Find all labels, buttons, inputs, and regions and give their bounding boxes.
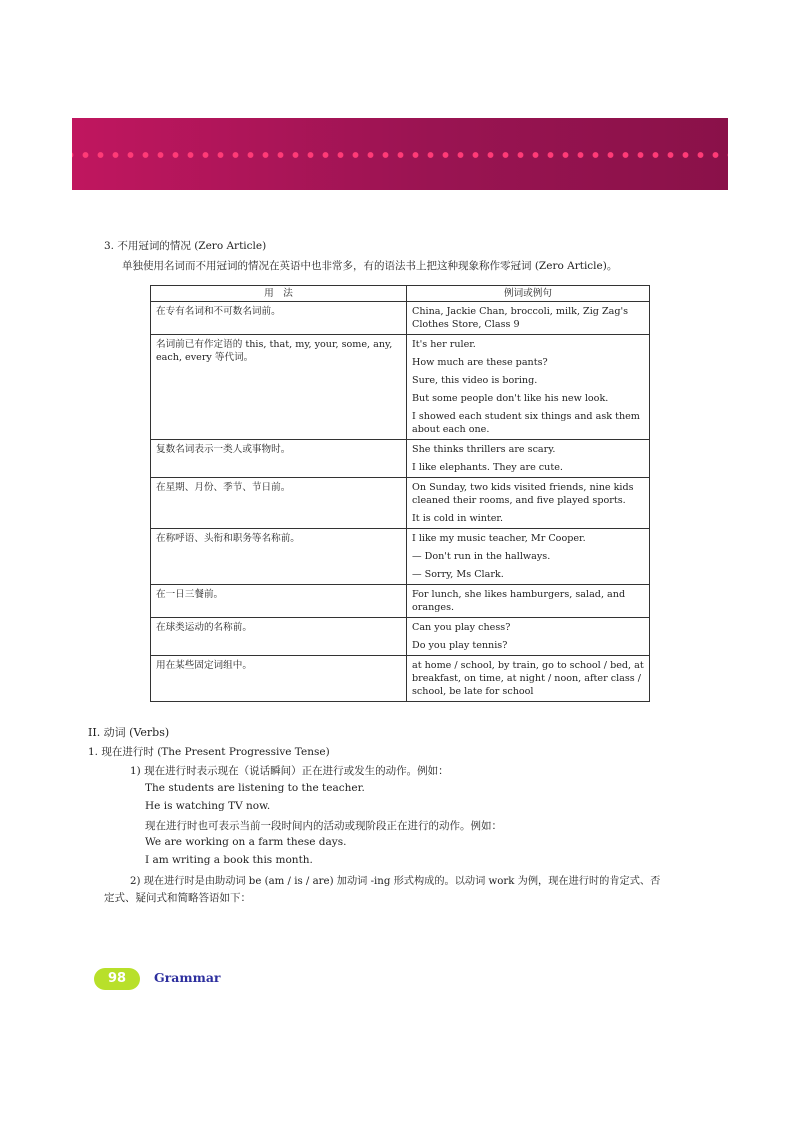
header-examples: 例词或例句	[407, 286, 650, 302]
examples-cell	[407, 302, 650, 335]
usage-cell: 复数名词表示一类人或事物时。	[151, 440, 407, 478]
example-sentence: at home / school, by train, go to school / bed, at breakfast, on time, at night / noon, after class / school, be late for school	[412, 660, 644, 697]
table-row	[151, 302, 650, 335]
verbs-line: 1) 现在进行时表示现在（说话瞬间）正在进行或发生的动作。例如：	[130, 765, 449, 777]
usage-cell: 在星期、月份、季节、节日前。	[151, 478, 407, 529]
table-row	[151, 440, 650, 478]
table-row	[151, 529, 650, 585]
table-row	[151, 656, 650, 702]
table-row	[151, 618, 650, 656]
header-banner	[72, 118, 728, 190]
table-header-row	[151, 286, 650, 302]
usage-cell: 在专有名词和不可数名词前。	[151, 302, 407, 335]
present-progressive-heading: 1. 现在进行时 (The Present Progressive Tense)	[88, 746, 330, 758]
verbs-example: I am writing a book this month.	[145, 854, 313, 866]
usage-cell: 在一日三餐前。	[151, 585, 407, 618]
verbs-heading: II. 动词 (Verbs)	[88, 726, 170, 739]
examples-cell	[407, 440, 650, 478]
examples-cell	[407, 335, 650, 440]
example-sentence: On Sunday, two kids visited friends, nine kids cleaned their rooms, and five played sports.	[412, 482, 634, 506]
examples-cell	[407, 585, 650, 618]
verbs-example: We are working on a farm these days.	[145, 836, 347, 848]
table-row	[151, 478, 650, 529]
example-sentence: It's her ruler.	[412, 339, 476, 350]
verbs-example: The students are listening to the teacher.	[145, 782, 365, 794]
footer-title: Grammar	[154, 970, 221, 985]
verbs-example: He is watching TV now.	[145, 800, 271, 812]
usage-cell: 在称呼语、头衔和职务等名称前。	[151, 529, 407, 585]
example-sentence: Sure, this video is boring.	[412, 375, 538, 386]
example-sentence: How much are these pants?	[412, 357, 548, 368]
usage-cell: 在球类运动的名称前。	[151, 618, 407, 656]
examples-cell	[407, 618, 650, 656]
example-sentence: I showed each student six things and ask them about each one.	[412, 411, 640, 435]
example-sentence: Do you play tennis?	[412, 640, 508, 651]
table-row	[151, 335, 650, 440]
header-usage: 用 法	[151, 286, 407, 302]
example-sentence: She thinks thrillers are scary.	[412, 444, 556, 455]
example-sentence: Can you play chess?	[412, 622, 511, 633]
examples-cell	[407, 656, 650, 702]
section-heading-zero-article: 3. 不用冠词的情况 (Zero Article)	[104, 240, 267, 252]
example-sentence: — Sorry, Ms Clark.	[412, 569, 504, 580]
example-sentence: I like my music teacher, Mr Cooper.	[412, 533, 586, 544]
examples-cell	[407, 529, 650, 585]
usage-cell: 名词前已有作定语的 this, that, my, your, some, any, each, every 等代词。	[151, 335, 407, 440]
example-sentence: China, Jackie Chan, broccoli, milk, Zig Zag's Clothes Store, Class 9	[412, 306, 629, 330]
example-sentence: I like elephants. They are cute.	[412, 462, 563, 473]
usage-cell: 用在某些固定词组中。	[151, 656, 407, 702]
banner-dot-pattern	[72, 151, 728, 159]
page-number-badge: 98	[94, 968, 140, 990]
section-description: 单独使用名词而不用冠词的情况在英语中也非常多，有的语法书上把这种现象称作零冠词 (Zero Article)。	[122, 260, 618, 272]
example-sentence: It is cold in winter.	[412, 513, 504, 524]
example-sentence: But some people don't like his new look.	[412, 393, 609, 404]
zero-article-table	[150, 285, 650, 702]
verbs-line: 现在进行时也可表示当前一段时间内的活动或现阶段正在进行的动作。例如：	[145, 820, 502, 832]
verbs-line: 定式、疑问式和简略答语如下：	[104, 892, 251, 904]
examples-cell	[407, 478, 650, 529]
table-row	[151, 585, 650, 618]
example-sentence: — Don't run in the hallways.	[412, 551, 551, 562]
verbs-line: 2) 现在进行时是由助动词 be (am / is / are) 加动词 -ing 形式构成的。以动词 work 为例，现在进行时的肯定式、否	[130, 876, 661, 887]
example-sentence: For lunch, she likes hamburgers, salad, and oranges.	[412, 589, 626, 613]
